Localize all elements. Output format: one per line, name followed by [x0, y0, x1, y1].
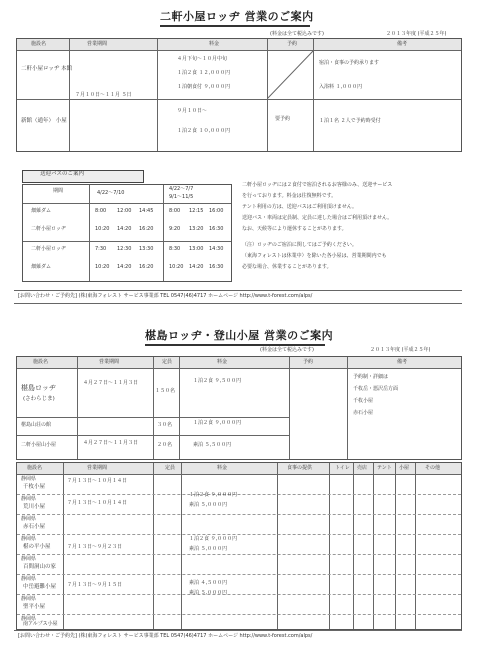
bottom-row2-name: 椹島山荘の館: [21, 422, 52, 428]
bottom-table-header: [17, 357, 461, 368]
mtn-r6-name: 中岳避難小屋: [23, 584, 57, 590]
mtn-row-rule6: [17, 594, 461, 595]
mtn-fee-2: 素泊 ５,０００円: [189, 502, 228, 508]
bus-t1b: 12:00: [117, 208, 132, 214]
mtn-r6-period: ７月１３日～９月１５日: [67, 582, 123, 588]
bus-col3: 9/1～11/5: [169, 194, 194, 200]
bus-t2a: 10:20: [95, 226, 110, 232]
bottom-year: ２０１３年度 (平成２５年): [370, 347, 431, 353]
mtn-r7-name: 聖平小屋: [23, 604, 46, 610]
mtn-col5: [329, 463, 330, 629]
bus-t3c: 13:30: [139, 246, 154, 252]
bus-t1d: 8:00: [169, 208, 181, 214]
mtn-col7: [373, 463, 374, 629]
bus-col1: 4/22～7/10: [97, 190, 125, 196]
bus-t3e: 13:00: [189, 246, 204, 252]
mtn-r3-area: 静岡県: [21, 516, 37, 522]
top-row-rule: [17, 99, 461, 100]
bottom-row2-fee: １泊２食 ９,０００円: [193, 420, 242, 426]
top-row1-fee3: １泊朝食付 ９,０００円: [177, 84, 231, 90]
top-title: 二軒小屋ロッヂ 営業のご案内: [160, 10, 314, 23]
bottom-footer-rule: [14, 630, 462, 631]
bus-heading: 送迎バスのご案内: [40, 171, 85, 177]
bus-stop-4: 畑薙ダム: [31, 264, 52, 270]
top-header-reserve: 予約: [287, 41, 298, 47]
mtn-col9: [415, 463, 416, 629]
top-col4: [313, 39, 314, 151]
bus-note-1: 二軒小屋ロッヂには２食付で宿泊されるお客様のみ、送迎サービス: [242, 182, 393, 188]
top-col1: [69, 39, 70, 151]
bottom-row1-cap: １５０名: [155, 388, 176, 394]
bottom-right-2: 千枚岳・悪沢岳方面: [353, 386, 399, 392]
bus-stop-1: 畑薙ダム: [31, 208, 52, 214]
bottom-title: 椹島ロッヂ・登山小屋 営業のご案内: [145, 329, 334, 342]
mtn-r2-period: ７月１３日～１０月１４日: [67, 500, 128, 506]
bus-t3d: 8:30: [169, 246, 181, 252]
bus-t3a: 7:30: [95, 246, 107, 252]
top-footer: [お問い合わせ・ご予約先] (株)東海フォレスト サービス事業部 TEL 0547(46)4717 ホームページ http://www.t-forest.com/alps/: [18, 293, 313, 299]
top-table: [16, 38, 462, 152]
bus-t4f: 16:30: [209, 264, 224, 270]
top-title-underline: [160, 25, 310, 27]
mtn-fee-5: 素泊 ４,５００円: [189, 580, 228, 586]
mtn-r2-area: 静岡県: [21, 496, 37, 502]
mtn-r8-area: 静岡県: [21, 616, 37, 622]
bottom-row-rule2: [17, 435, 289, 436]
mtn-r5-area: 静岡県: [21, 556, 37, 562]
mtn-fee-4: 素泊 ５,０００円: [189, 546, 228, 552]
bottom-right-4: 赤石小屋: [353, 410, 374, 416]
mtn-row-rule7: [17, 614, 461, 615]
bus-t2c: 16:20: [139, 226, 154, 232]
mtn-r1-period: ７月１３日～１０月１４日: [67, 478, 128, 484]
mtn-col1: [63, 463, 64, 629]
bottom-header-cap: 定員: [162, 359, 173, 365]
bus-stop-3: 二軒小屋ロッヂ: [31, 246, 66, 252]
top-row3-name: 新館（通年） 小屋: [21, 118, 67, 124]
top-row1-name: 二軒小屋ロッヂ 本館: [21, 66, 73, 72]
mtn-fee-1: １泊２食 ９,０００円: [189, 492, 238, 498]
bottom-header-note: 備考: [397, 359, 408, 365]
bottom-header-rule: [17, 368, 461, 369]
top-row1-fee1: ４月下旬～１０月中旬: [177, 56, 228, 62]
mtn-row-rule1: [17, 494, 461, 495]
mtn-r3-name: 赤石小屋: [23, 524, 46, 530]
mtn-row-rule5: [17, 574, 461, 575]
bus-t2d: 9:20: [169, 226, 181, 232]
bottom-col5: [347, 357, 348, 459]
top-note: (料金は全て税込みです): [270, 31, 324, 37]
bus-t4b: 14:20: [117, 264, 132, 270]
bus-note-6: （注）ロッヂのご宿泊に関してはご予約ください。: [242, 242, 357, 248]
bottom-header-facility: 施設名: [33, 359, 49, 365]
bottom-row1-name2: (さわらじま): [23, 396, 55, 402]
top-row3-note: １泊１名 ２人で予約時受付: [319, 118, 381, 124]
bottom-row3-name: 二軒小屋山小屋: [21, 442, 57, 448]
top-header-note: 備考: [397, 41, 408, 47]
bottom-row3-cap: ２０名: [157, 442, 173, 448]
top-year: ２０１３年度 (平成２５年): [386, 31, 447, 37]
bottom-col4: [289, 357, 290, 459]
bus-t4a: 10:20: [95, 264, 110, 270]
top-footer-rule: [14, 290, 462, 291]
bus-col-rule2: [163, 185, 164, 281]
top-diagonal-lines: [267, 51, 313, 99]
top-row2-note: 入浴料 １,０００円: [319, 84, 363, 90]
bottom-footer: [お問い合わせ・ご予約先] (株)東海フォレスト サービス事業部 TEL 0547(46)4717 ホームページ http://www.t-forest.com/alps/: [18, 633, 313, 639]
mtn-row-rule4: [17, 554, 461, 555]
mtn-r2-name: 荒川小屋: [23, 504, 46, 510]
top-table-header: [17, 39, 461, 50]
bottom-note: (料金は全て税込みです): [260, 347, 314, 353]
top-header-facility: 施設名: [31, 41, 47, 47]
bus-note-7: （東海フォレストは休業中）を除いた各小屋は、営業期間内でも: [242, 253, 387, 259]
bus-t2b: 14:20: [117, 226, 132, 232]
bus-t1a: 8:00: [95, 208, 107, 214]
mtn-col6: [353, 463, 354, 629]
mtn-h0: 施設名: [27, 465, 43, 471]
mtn-r8-name: 南アルプス小屋: [23, 621, 58, 627]
bottom-row3-period: ４月２７日～１１月３日: [83, 440, 139, 446]
bus-col2: 4/22～7/7: [169, 186, 194, 192]
bottom-col3: [179, 357, 180, 459]
mtn-h7: テント: [377, 465, 392, 471]
top-footer-rule2: [14, 303, 462, 304]
bottom-col2: [153, 357, 154, 459]
bottom-row2-cap: ３０名: [157, 422, 173, 428]
mtn-col2: [153, 463, 154, 629]
mtn-row-rule3: [17, 534, 461, 535]
bottom-header-fee: 料金: [217, 359, 228, 365]
bottom-title-underline: [145, 344, 325, 346]
top-header-rule: [17, 50, 461, 51]
mtn-h3: 料金: [217, 465, 228, 471]
mtn-r1-area: 静岡県: [21, 476, 37, 482]
mtn-row-rule2: [17, 514, 461, 515]
bottom-row1-period: ４月２７日～１１月３日: [83, 380, 139, 386]
top-row2-period: ７月１０日～１１月 ５日: [75, 92, 132, 98]
bottom-row-rule1: [17, 417, 289, 418]
mtn-col4: [277, 463, 278, 629]
bus-note-3: テント利用の方は、送迎バスはご利用頂けません。: [242, 204, 358, 210]
mtn-h5: トイレ: [335, 465, 350, 471]
top-header-fee: 料金: [209, 41, 220, 47]
top-row1-note: 宿泊・食事の予約承ります: [319, 60, 380, 66]
top-row3-reserve: 要予約: [275, 116, 291, 122]
bus-t4c: 16:20: [139, 264, 154, 270]
bottom-right-1: 予約制・詳細は: [353, 374, 389, 380]
mtn-h4: 食事の提供: [287, 465, 313, 471]
top-row1-fee2: １泊２食 １２,０００円: [177, 70, 231, 76]
mtn-r7-area: 静岡県: [21, 596, 37, 602]
bus-t1e: 12:15: [189, 208, 204, 214]
mtn-r4-period: ７月１３日～９月２３日: [67, 544, 123, 550]
bus-table: [22, 184, 232, 282]
bus-header-period: 期間: [53, 188, 64, 194]
bus-t3f: 14:30: [209, 246, 224, 252]
bottom-row1-fee: １泊２食 ９,５００円: [193, 378, 242, 384]
bus-t1c: 14:45: [139, 208, 154, 214]
bottom-col1: [77, 357, 78, 459]
mtn-col8: [395, 463, 396, 629]
bus-stop-2: 二軒小屋ロッヂ: [31, 226, 66, 232]
top-row3-fee1: ９月１０日～: [177, 108, 208, 114]
bottom-header-period: 営業期間: [99, 359, 120, 365]
mtn-h1: 営業期間: [87, 465, 108, 471]
top-header-period: 営業期間: [87, 41, 108, 47]
mtn-h6: 売店: [357, 465, 368, 471]
bus-col-rule1: [89, 185, 90, 281]
bus-t4e: 14:20: [189, 264, 204, 270]
bus-note-5: なお、天候等により運休することがあります。: [242, 226, 347, 232]
bus-t1f: 16:00: [209, 208, 224, 214]
bottom-row3-fee: 素泊 ５,５００円: [193, 442, 232, 448]
mtn-fee-3: １泊２食 ９,０００円: [189, 536, 238, 542]
mtn-h9: その他: [425, 465, 441, 471]
bus-note-2: を行っております。料金は往復無料です。: [242, 193, 337, 199]
mtn-r4-area: 静岡県: [21, 536, 37, 542]
bus-header-rule: [23, 203, 231, 204]
bottom-row1-name: 椹島ロッヂ: [21, 384, 56, 392]
bus-note-8: 必要な場合、休業することがあります。: [242, 264, 332, 270]
mtn-r4-name: 椹の平小屋: [23, 544, 51, 550]
bus-t4d: 10:20: [169, 264, 184, 270]
mtn-h8: 小屋: [399, 465, 410, 471]
bottom-header-reserve: 予約: [303, 359, 314, 365]
mtn-fee-6: 素泊 ５,０００円: [189, 590, 228, 596]
mtn-r1-name: 千枚小屋: [23, 484, 46, 490]
mtn-col3: [181, 463, 182, 629]
mtn-r6-area: 静岡県: [21, 576, 37, 582]
bus-t3b: 12:30: [117, 246, 132, 252]
bus-t2f: 16:30: [209, 226, 224, 232]
bus-t2e: 13:20: [189, 226, 204, 232]
bus-note-4: 送迎バス・車両は定員制、定員に達した場合はご利用頂けません。: [242, 215, 393, 221]
mtn-h2: 定員: [165, 465, 176, 471]
top-row3-fee2: １泊２食 １０,０００円: [177, 128, 231, 134]
bus-mid-rule: [23, 241, 231, 242]
mtn-r5-name: 百間洞山の家: [23, 564, 57, 570]
bottom-table: [16, 356, 462, 460]
bottom-right-3: 千枚小屋: [353, 398, 374, 404]
mountain-table: [16, 462, 462, 630]
top-col2: [157, 39, 158, 151]
